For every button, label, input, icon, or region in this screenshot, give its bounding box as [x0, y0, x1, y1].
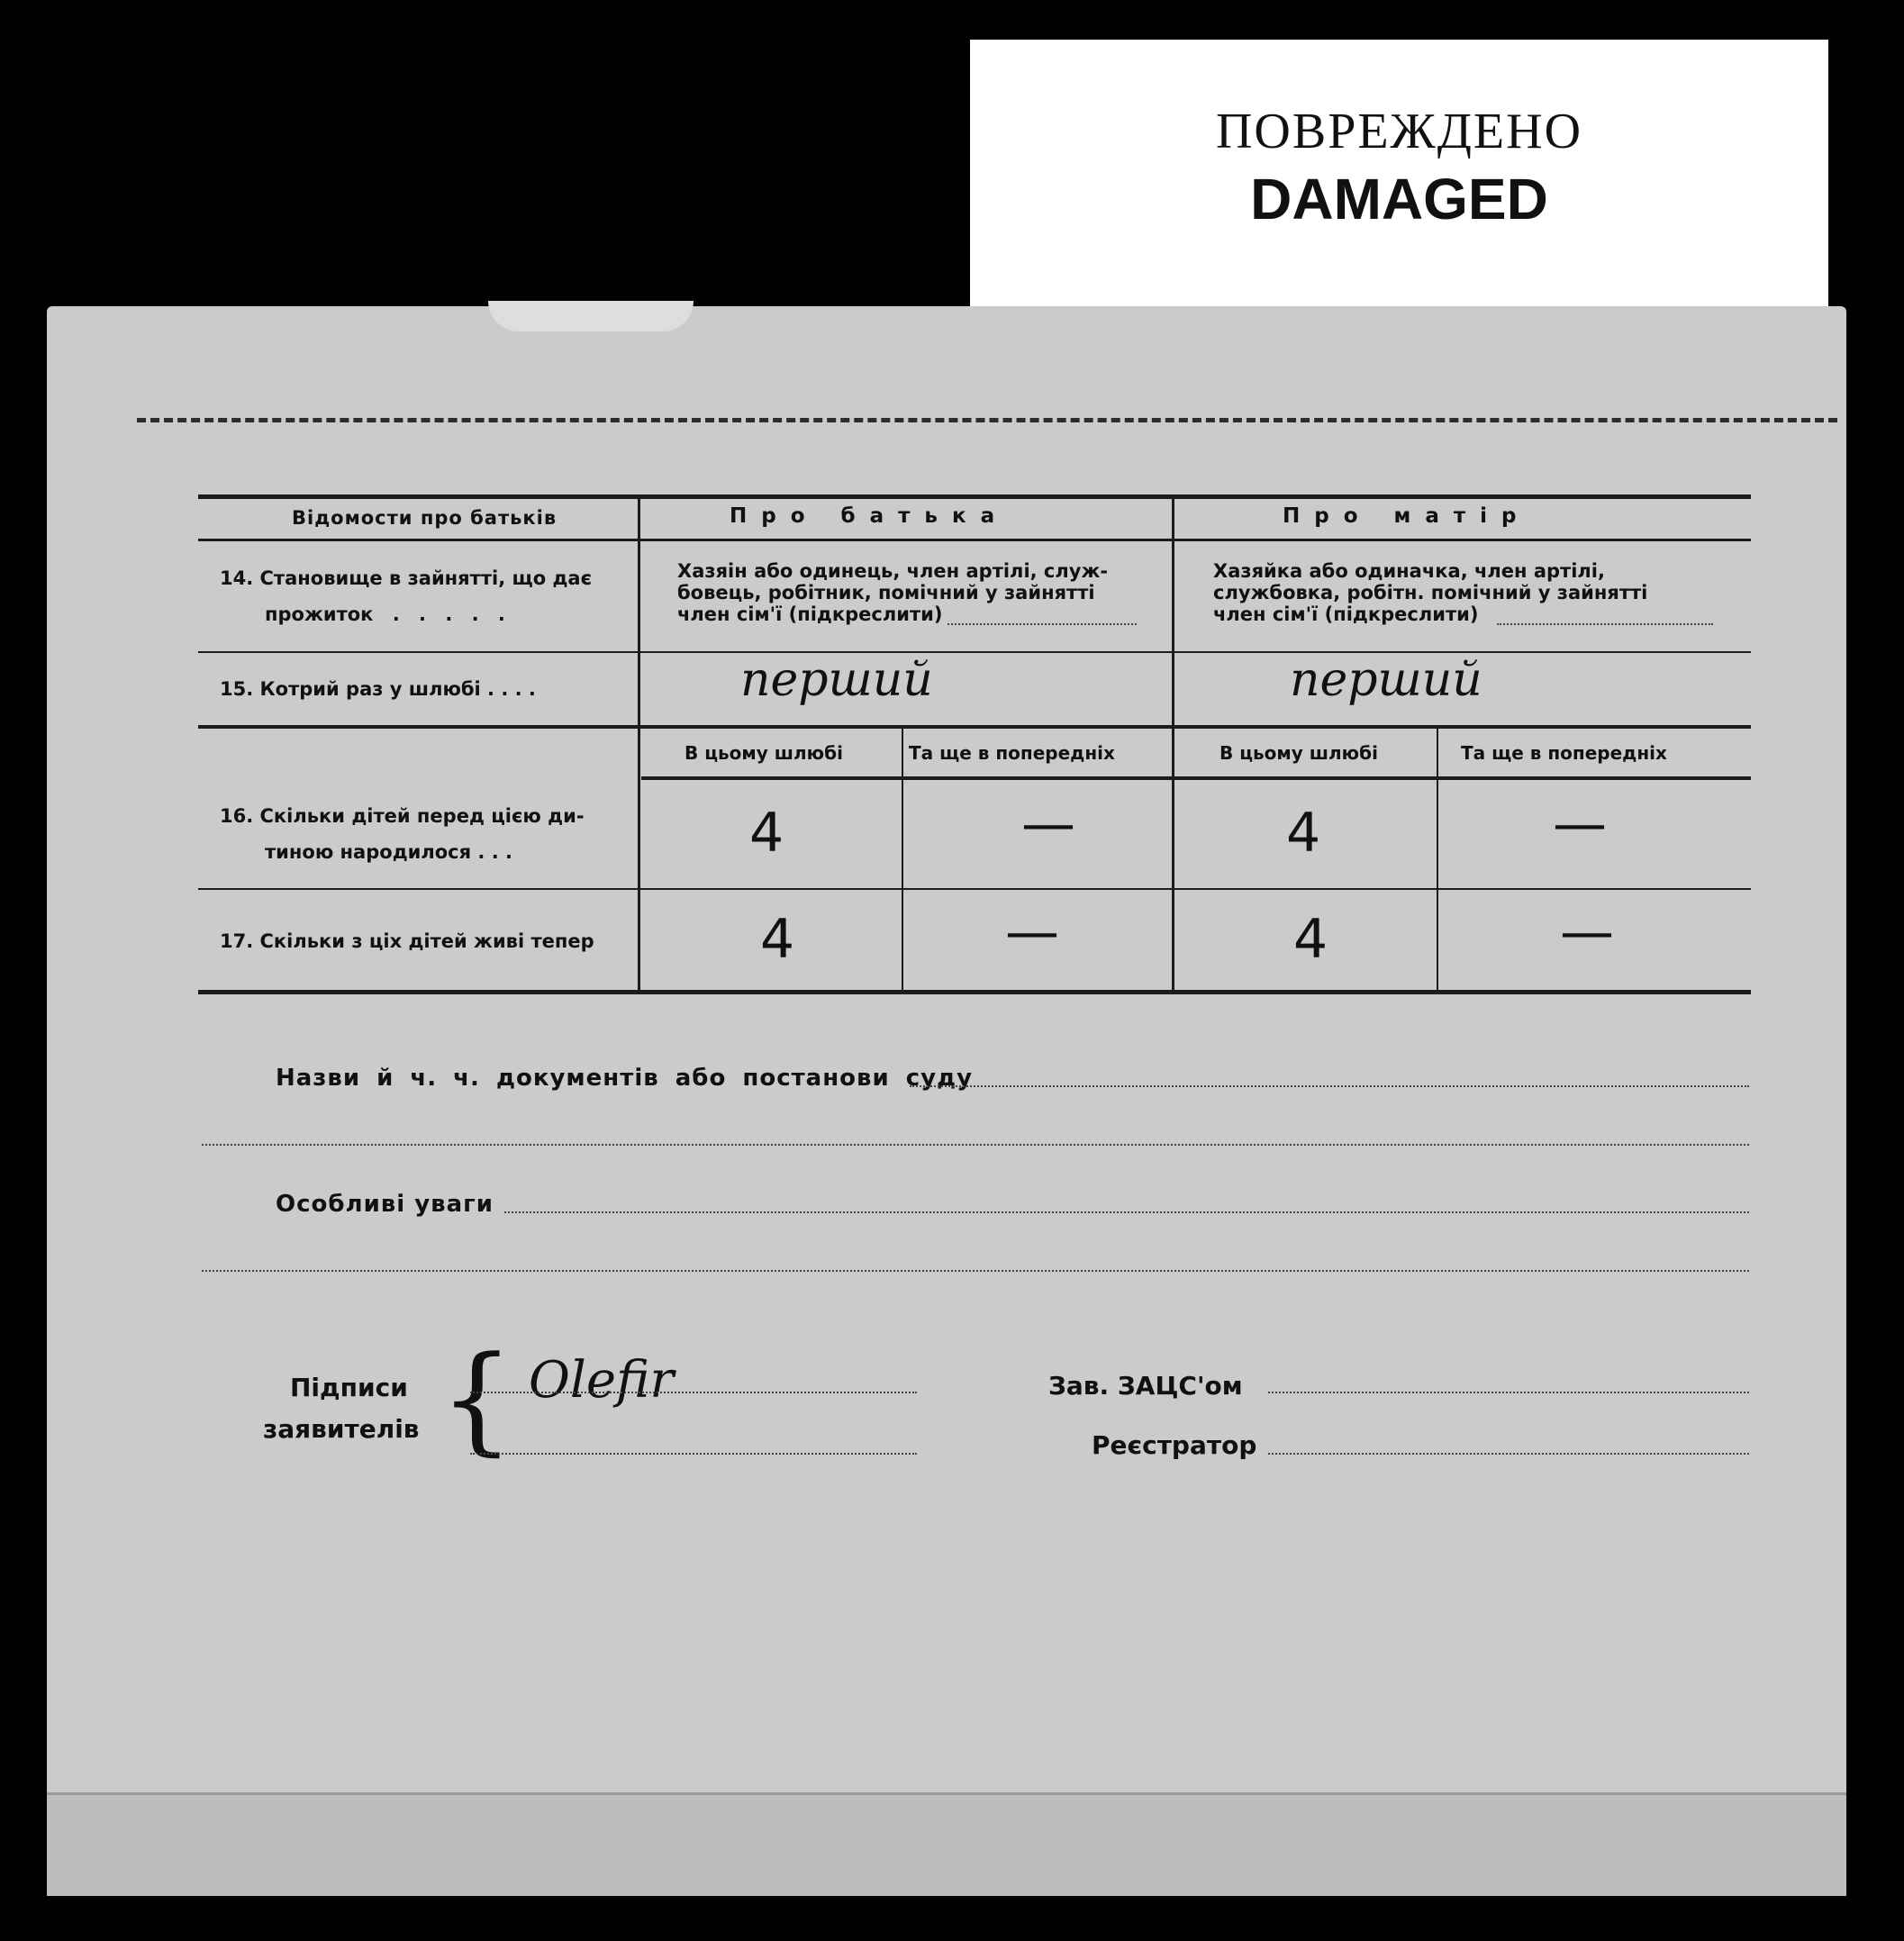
subhead-mother-previous: Та ще в попередніх — [1461, 742, 1667, 764]
row14-mother-dotted-line — [1497, 623, 1713, 625]
signatures-brace: { — [440, 1330, 514, 1467]
subhead-mother-this-marriage: В цьому шлюбі — [1219, 742, 1378, 764]
row15-mother-value: перший — [1290, 653, 1482, 707]
row16-mother-this: 4 — [1286, 802, 1321, 865]
applicant-signature: Olefir — [529, 1351, 675, 1410]
documents-dotted-line-2 — [202, 1144, 1749, 1146]
row17-label: 17. Скільки з ціх дітей живі тепер — [220, 930, 594, 952]
head-zags-dotted-line — [1268, 1392, 1749, 1393]
col-header-mother: Про матір — [1283, 504, 1531, 528]
sheet-notch — [488, 301, 694, 331]
row15-father-value: перший — [740, 653, 933, 707]
table-row15-rule — [198, 725, 1751, 729]
form-sheet — [47, 306, 1846, 1893]
damaged-label-ru: ПОВРЕЖДЕНО — [1215, 104, 1583, 159]
row14-father-options-l1: Хазяін або одинець, член артілі, служ- — [677, 560, 1109, 582]
row17-father-this: 4 — [760, 908, 795, 971]
table-vline-mother-sub — [1437, 728, 1438, 993]
row14-mother-options-l1: Хазяйка або одиначка, член артілі, — [1213, 560, 1605, 582]
table-row14-rule — [198, 651, 1751, 653]
row14-label-line2: прожиток . . . . . — [265, 603, 505, 625]
sheet-bottom-fold — [47, 1792, 1846, 1896]
perforation-line — [137, 418, 1837, 422]
row14-label-line1: 14. Становище в зайнятті, що дає — [220, 567, 593, 589]
table-row16-rule — [198, 888, 1751, 890]
col-header-father: Про батька — [730, 504, 1010, 528]
row15-label: 15. Котрий раз у шлюбі . . . . — [220, 678, 536, 700]
row14-mother-options-l3: член сім'ї (підкреслити) — [1213, 603, 1479, 625]
table-vline-1 — [638, 496, 640, 993]
row16-father-this: 4 — [749, 802, 784, 865]
row16-mother-prev: — — [1553, 793, 1607, 856]
signatures-label-line2: заявителів — [263, 1414, 420, 1444]
row16-label-line2: тиною народилося . . . — [265, 841, 512, 863]
head-zags-label: Зав. ЗАЦС'ом — [1048, 1371, 1243, 1401]
row14-father-options-l2: бовець, робітник, помічний у зайнятті — [677, 582, 1095, 603]
signature-dotted-line-1 — [470, 1392, 917, 1393]
remarks-label: Особливі уваги — [276, 1191, 494, 1218]
signatures-label-line1: Підписи — [290, 1373, 408, 1402]
registrar-dotted-line — [1268, 1453, 1749, 1455]
row17-mother-prev: — — [1560, 901, 1614, 964]
row16-label-line1: 16. Скільки дітей перед цією ди- — [220, 805, 585, 827]
table-vline-father-sub — [902, 728, 903, 993]
subhead-father-previous: Та ще в попередніх — [909, 742, 1115, 764]
subhead-father-this-marriage: В цьому шлюбі — [685, 742, 843, 764]
damaged-label-card — [970, 40, 1828, 310]
table-vline-2 — [1172, 496, 1174, 993]
remarks-dotted-line-2 — [202, 1270, 1749, 1272]
row14-mother-options-l2: службовка, робітн. помічний у зайнятті — [1213, 582, 1648, 603]
table-bottom-rule — [198, 990, 1751, 994]
damaged-label-en: DAMAGED — [1250, 167, 1548, 231]
row16-father-prev: — — [1021, 793, 1075, 856]
table-header-rule — [198, 539, 1751, 541]
col-header-info: Відомости про батьків — [292, 507, 558, 529]
registrar-label: Реєстратор — [1092, 1430, 1257, 1460]
table-subhead-rule — [641, 776, 1751, 780]
documents-dotted-line-1 — [910, 1085, 1749, 1087]
row14-father-dotted-line — [947, 623, 1137, 625]
remarks-dotted-line-1 — [504, 1211, 1749, 1213]
row14-father-options-l3: член сім'ї (підкреслити) — [677, 603, 943, 625]
row17-mother-this: 4 — [1293, 908, 1328, 971]
signature-dotted-line-2 — [470, 1453, 917, 1455]
row17-father-prev: — — [1005, 901, 1059, 964]
documents-label: Назви й ч. ч. документів або постанови суду — [276, 1065, 974, 1092]
table-top-rule — [198, 494, 1751, 499]
